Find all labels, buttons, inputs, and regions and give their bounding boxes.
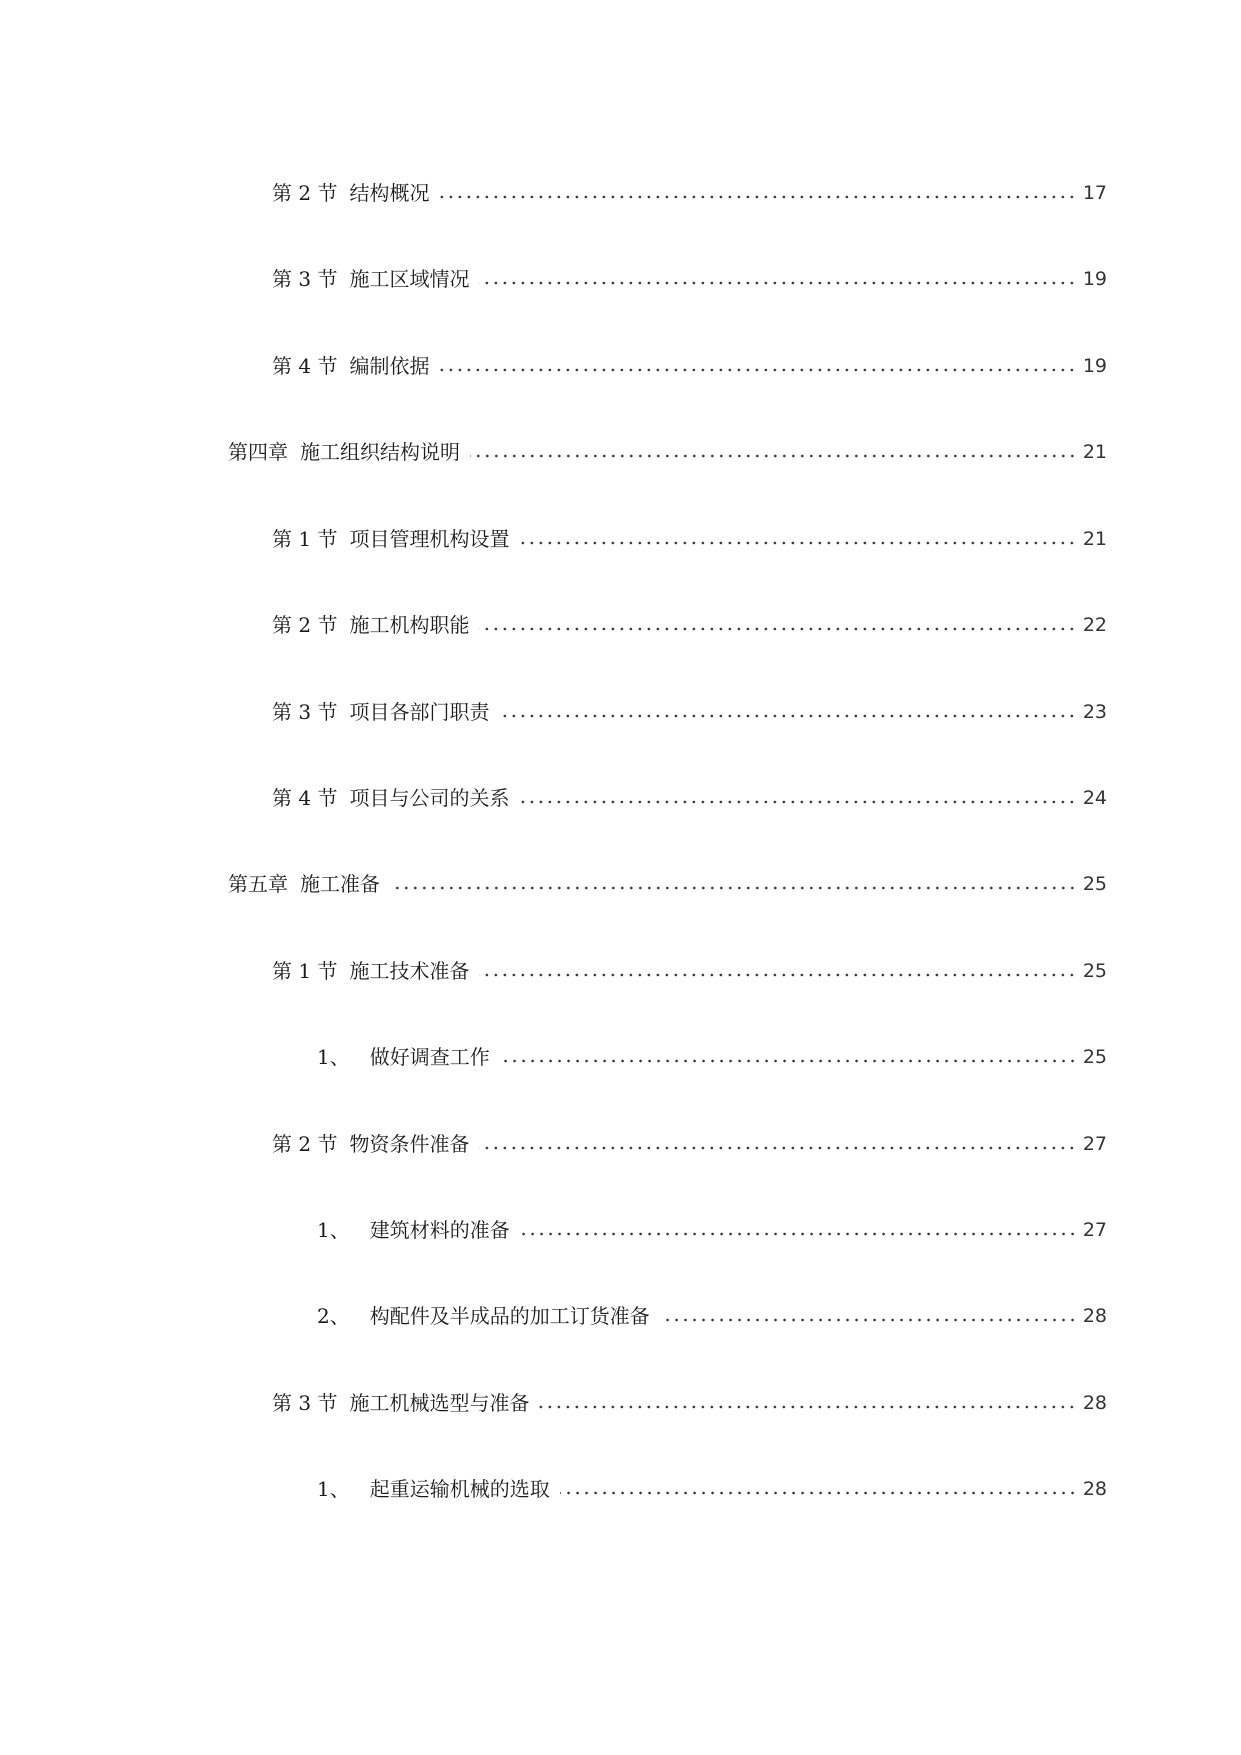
toc-entry-title: 做好调查工作: [369, 1045, 490, 1069]
toc-entry-section[interactable]: [272, 780, 1107, 816]
toc-entry-title: 施工区域情况: [349, 267, 470, 291]
toc-entry-number: 第 2 节: [272, 613, 338, 637]
toc-entry-page-number: 28: [1082, 1478, 1107, 1500]
toc-entry-number: 第 3 节: [272, 1391, 338, 1415]
toc-entry-title: 施工组织结构说明: [300, 440, 460, 464]
toc-entry-section[interactable]: [272, 953, 1107, 989]
toc-entry-chapter[interactable]: [228, 866, 1107, 902]
toc-entry-title: 物资条件准备: [349, 1132, 470, 1156]
toc-entry-page-number: 21: [1082, 441, 1107, 463]
dot-leader: [520, 1231, 1077, 1237]
toc-entry-title: 施工机械选型与准备: [349, 1391, 530, 1415]
toc-entry-section[interactable]: [272, 175, 1107, 211]
toc-entry-page-number: 21: [1082, 528, 1107, 550]
toc-entry-title: 项目管理机构设置: [349, 527, 510, 551]
toc-entry-number: 1、: [317, 1218, 350, 1242]
toc-entry-number: 第 3 节: [272, 700, 338, 724]
toc-entry-page-number: 28: [1082, 1305, 1107, 1327]
toc-entry-item[interactable]: [317, 1212, 1107, 1248]
toc-entry-title: 编制依据: [349, 354, 430, 378]
dot-leader: [479, 1145, 1076, 1151]
toc-entry-title: 项目各部门职责: [349, 700, 490, 724]
toc-entry-page-number: 25: [1082, 1046, 1107, 1068]
toc-entry-item[interactable]: [317, 1471, 1107, 1507]
dot-leader: [479, 972, 1076, 978]
toc-entry-page-number: 27: [1082, 1133, 1107, 1155]
toc-entry-page-number: 24: [1082, 787, 1107, 809]
dot-leader: [500, 1058, 1077, 1064]
dot-leader: [479, 626, 1076, 632]
dot-leader: [479, 280, 1076, 286]
dot-leader: [439, 367, 1076, 373]
dot-leader: [390, 885, 1077, 891]
toc-entry-number: 第 4 节: [272, 354, 338, 378]
toc-entry-item[interactable]: [317, 1298, 1107, 1334]
toc-entry-number: 第 3 节: [272, 267, 338, 291]
toc-entry-section[interactable]: [272, 521, 1107, 557]
toc-entry-page-number: 25: [1082, 873, 1107, 895]
toc-entry-title: 施工准备: [300, 872, 380, 896]
toc-entry-section[interactable]: [272, 694, 1107, 730]
toc-entry-section[interactable]: [272, 261, 1107, 297]
toc-entry-number: 1、: [317, 1045, 350, 1069]
toc-entry-item[interactable]: [317, 1039, 1107, 1075]
toc-entry-section[interactable]: [272, 607, 1107, 643]
toc-entry-page-number: 19: [1082, 355, 1107, 377]
dot-leader: [439, 194, 1076, 200]
dot-leader: [470, 453, 1077, 459]
dot-leader: [519, 799, 1076, 805]
toc-entry-number: 1、: [317, 1477, 350, 1501]
toc-entry-title: 起重运输机械的选取: [369, 1477, 550, 1501]
toc-entry-number: 第 2 节: [272, 181, 338, 205]
toc-entry-title: 建筑材料的准备: [369, 1218, 510, 1242]
toc-entry-number: 第 2 节: [272, 1132, 338, 1156]
toc-entry-section[interactable]: [272, 348, 1107, 384]
toc-entry-title: 施工技术准备: [349, 959, 470, 983]
toc-entry-number: 第 1 节: [272, 959, 338, 983]
toc-entry-page-number: 25: [1082, 960, 1107, 982]
toc-entry-chapter[interactable]: [228, 434, 1107, 470]
dot-leader: [499, 713, 1076, 719]
dot-leader: [519, 540, 1076, 546]
toc-entry-title: 项目与公司的关系: [349, 786, 510, 810]
toc-entry-title: 结构概况: [349, 181, 430, 205]
toc-entry-page-number: 19: [1082, 268, 1107, 290]
toc-entry-page-number: 22: [1082, 614, 1107, 636]
toc-entry-section[interactable]: [272, 1385, 1107, 1421]
toc-entry-number: 第 1 节: [272, 527, 338, 551]
toc-entry-number: 2、: [317, 1304, 350, 1328]
toc-entry-number: 第 4 节: [272, 786, 338, 810]
dot-leader: [660, 1317, 1077, 1323]
toc-entry-page-number: 28: [1082, 1392, 1107, 1414]
toc-entry-page-number: 17: [1082, 182, 1107, 204]
toc-entry-page-number: 23: [1082, 701, 1107, 723]
toc-entry-title: 施工机构职能: [349, 613, 470, 637]
dot-leader: [560, 1490, 1077, 1496]
toc-entry-number: 第四章: [228, 440, 288, 464]
toc-entry-number: 第五章: [228, 872, 288, 896]
toc-entry-page-number: 27: [1082, 1219, 1107, 1241]
dot-leader: [539, 1404, 1076, 1410]
toc-entry-section[interactable]: [272, 1126, 1107, 1162]
toc-entry-title: 构配件及半成品的加工订货准备: [369, 1304, 650, 1328]
